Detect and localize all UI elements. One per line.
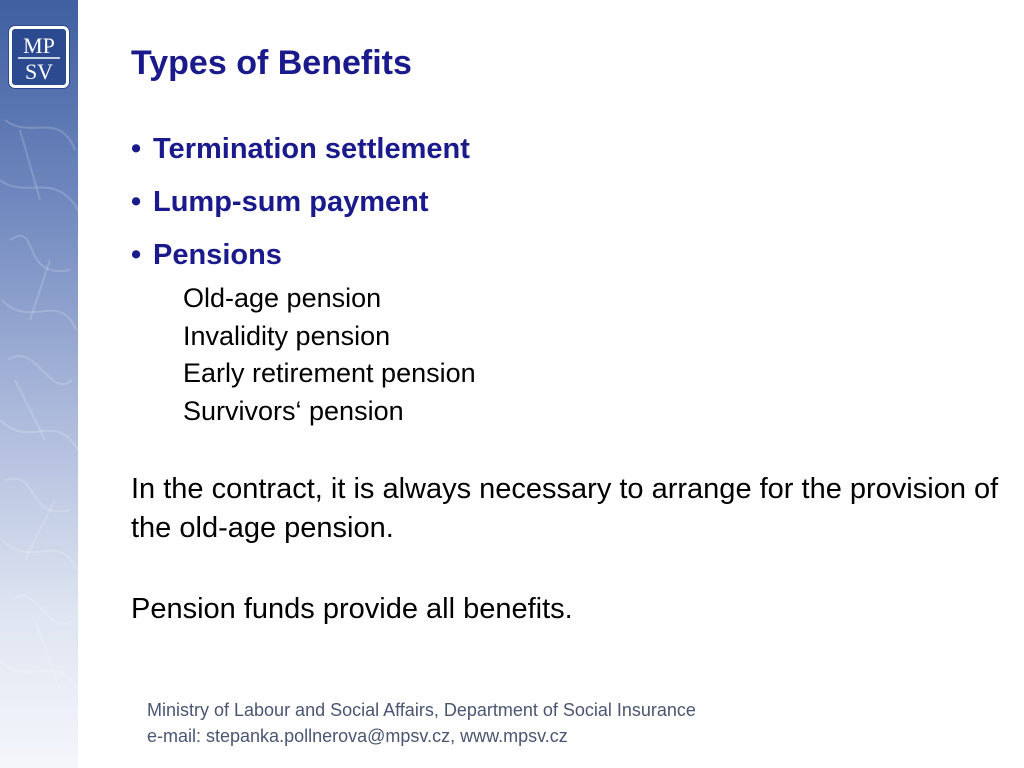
side-band-pattern	[0, 0, 78, 768]
pension-types-list	[183, 280, 476, 430]
slide-footer	[147, 697, 696, 749]
contract-note-paragraph: In the contract, it is always necessary to arrange for the provision of the old-age pension.	[131, 473, 999, 544]
bullet-icon: •	[131, 239, 142, 271]
bullet-icon: •	[131, 133, 142, 165]
bullet-item-pensions	[131, 238, 1011, 272]
bullet-icon: •	[131, 186, 142, 218]
sub-item-invalidity-pension: Invalidity pension	[183, 320, 391, 351]
bullet-label: Lump-sum payment	[153, 186, 429, 218]
logo-text-top: MP	[23, 33, 55, 58]
sub-item-early-retirement-pension: Early retirement pension	[183, 358, 476, 388]
sub-item-survivors-pension: Survivors‘ pension	[183, 395, 404, 426]
logo-text-bottom: SV	[24, 59, 54, 84]
benefit-types-list	[131, 132, 1011, 291]
bullet-item-lump-sum-payment	[131, 185, 1011, 219]
decorative-side-band	[0, 0, 78, 768]
mpsv-logo	[9, 26, 69, 88]
bullet-label: Termination settlement	[153, 133, 470, 165]
slide-title: Types of Benefits	[131, 44, 412, 82]
pension-funds-paragraph: Pension funds provide all benefits.	[131, 593, 573, 625]
bullet-item-termination-settlement	[131, 132, 1011, 166]
sub-item-old-age-pension: Old-age pension	[183, 283, 382, 313]
bullet-label: Pensions	[153, 239, 282, 271]
mpsv-logo-mark	[12, 29, 66, 85]
footer-contact-line: e-mail: stepanka.pollnerova@mpsv.cz, www.mpsv.cz	[147, 726, 568, 746]
footer-ministry-line: Ministry of Labour and Social Affairs, Department of Social Insurance	[147, 700, 696, 720]
